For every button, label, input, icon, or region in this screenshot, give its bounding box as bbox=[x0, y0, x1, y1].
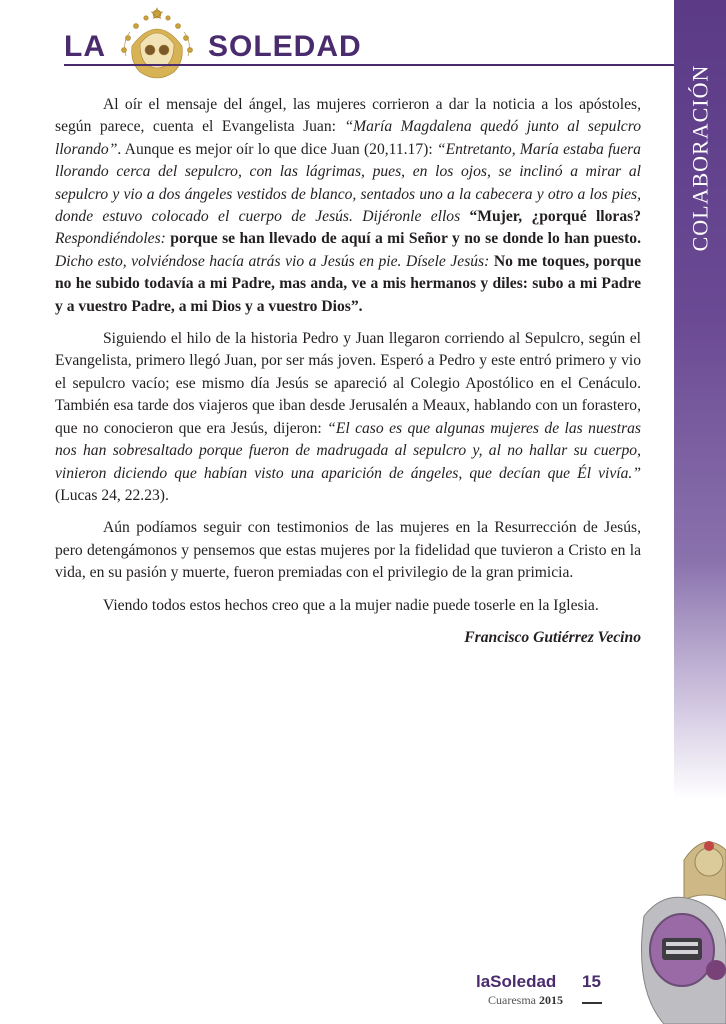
paragraph-4: Viendo todos estos hechos creo que a la mujer nadie puede toserle en la Iglesia. bbox=[103, 596, 599, 614]
p1-text-1: Al oír el mensaje del ángel, las mujeres corrieron a dar la noticia a los apóstoles, según parece, cuenta el Evangelista Juan: bbox=[55, 96, 641, 136]
p1-quote-1: “María Magdalena quedó junto al sepulcro llorando” bbox=[55, 118, 642, 158]
footer-brand: laSoledad bbox=[476, 972, 557, 991]
p1-bold-1: “Mujer, ¿porqué lloras? bbox=[469, 208, 641, 226]
p2-text-1: Siguiendo el hilo de la historia Pedro y Juan llegaron corriendo al Sepulcro, según el Evangelista, primero llegó Juan, por ser más joven. Esperó a Pedro y este entró primero y vio el sepulcro vacío; ese mismo día Jesús se apareció al Colegio Apostólico en el Cenáculo. También esa tarde dos viajeros que iban desde Jerusalén a Meaux, hablando con un forastero, que no conocieron que era Jesús, dijeron: bbox=[55, 330, 641, 437]
header-title-soledad: SOLEDAD bbox=[208, 30, 362, 63]
p1-quote-4: Dicho esto, volviéndose hacía atrás vio a Jesús en pie. Dísele Jesús: bbox=[55, 252, 494, 270]
p1-bold-3: No me toques, porque no he subido todavía a mi Padre, mas anda, ve a mis hermanos y diles: subo a mi Padre y a vuestro Padre, a mi Dios y a vuestro Dios”. bbox=[55, 252, 641, 315]
p1-quote-2: “Entretanto, María estaba fuera llorando cerca del sepulcro, con las lágrimas, pues, en los ojos, se inclinó a mirar al sepulcro y vio a dos ángeles vestidos de blanco, sentados uno a la cabecera y otro a los pies, donde estuvo colocado el cuerpo de Jesús. Dijéronle ellos bbox=[55, 140, 641, 226]
header-divider bbox=[64, 64, 674, 66]
header-title-la: LA bbox=[64, 30, 106, 63]
footer-year: 2015 bbox=[538, 993, 563, 1007]
footer-season bbox=[488, 993, 563, 1008]
page-number: 15 bbox=[582, 972, 601, 991]
author-signature: Francisco Gutiérrez Vecino bbox=[464, 628, 641, 646]
section-label-text: COLABORACIÓN bbox=[687, 64, 713, 252]
paragraph-2 bbox=[55, 328, 641, 507]
paragraph-3: Aún podíamos seguir con testimonios de las mujeres en la Resurrección de Jesús, pero detengámonos y pensemos que estas mujeres por la fidelidad que tuvieron a Cristo en la vida, en su pasión y muerte, fueron premiadas con el privilegio de la gran primicia. bbox=[55, 519, 641, 582]
paragraph-1 bbox=[55, 94, 641, 318]
crown-emblem-icon bbox=[112, 6, 202, 86]
p1-text-2: . Aunque es mejor oír lo que dice Juan (20,11.17): bbox=[117, 140, 437, 158]
p1-quote-3: Respondiéndoles: bbox=[55, 230, 171, 248]
brotherhood-crest-icon bbox=[624, 820, 726, 1024]
p2-quote-1: “El caso es que algunas mujeres de las nuestras nos han sobresaltado porque fueron de madrugada al sepulcro y, al no hallar su cuerpo, vinieron diciendo que habían visto una aparición de ángeles, que decían que Él vivía.” bbox=[55, 419, 641, 482]
p2-text-2: (Lucas 24, 22.23). bbox=[55, 486, 169, 504]
section-label bbox=[674, 64, 726, 252]
footer-season-name: Cuaresma bbox=[488, 993, 536, 1007]
footer-page-rule bbox=[582, 1002, 602, 1004]
article-body bbox=[55, 94, 641, 659]
p1-bold-2: porque se han llevado de aquí a mi Señor y no se donde lo han puesto. bbox=[170, 230, 641, 248]
